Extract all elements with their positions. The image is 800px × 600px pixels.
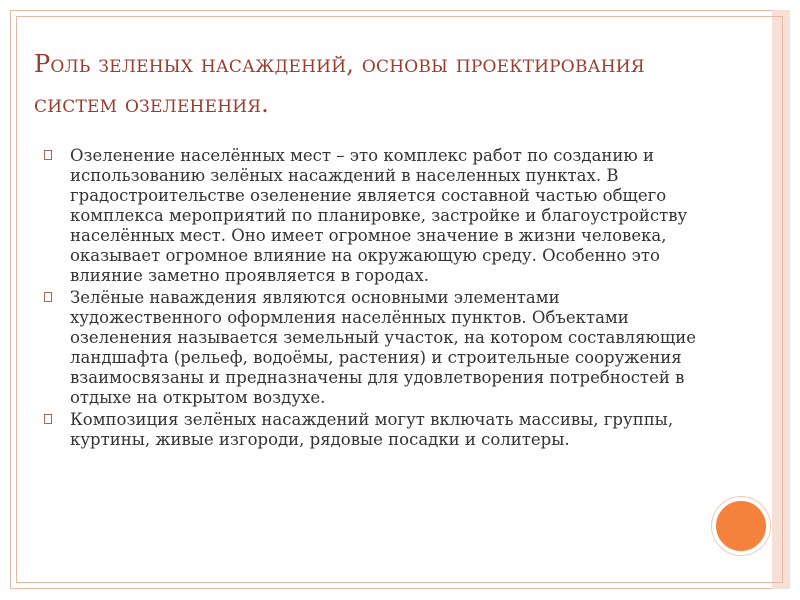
bullet-item [44,288,704,408]
slide-title: Роль зеленых насаждений, основы проектирования систем озеленения. [34,50,645,118]
bullet-item [44,146,704,286]
decorative-circle-icon [712,497,770,555]
bullet-text: Зелёные наваждения являются основными элементами художественного оформления населённых пунктов. Объектами озеленения называется земельный участок, на котором составляющие ландшафта (рельеф, водоёмы, растения) и строительные сооружения взаимосвязаны и предназначены для удовлетворения потребностей в отдыхе на открытом воздухе. [70,288,696,407]
bullet-text: Композиция зелёных насаждений могут включать массивы, группы, куртины, живые изгороди, рядовые посадки и солитеры. [70,410,674,449]
bullet-square-icon [44,150,52,160]
bullet-text: Озеленение населённых мест – это комплекс работ по созданию и использованию зелёных насаждений в населенных пунктах. В градостроительстве озеленение является составной частью общего комплекса мероприятий по планировке, застройке и благоустройству населённых мест. Оно имеет огромное значение в жизни человека, оказывает огромное влияние на окружающую среду. Особенно это влияние заметно проявляется в городах. [70,146,688,285]
bullet-item [44,410,704,450]
bullet-square-icon [44,292,52,302]
bullet-list [44,146,704,452]
bullet-square-icon [44,414,52,424]
